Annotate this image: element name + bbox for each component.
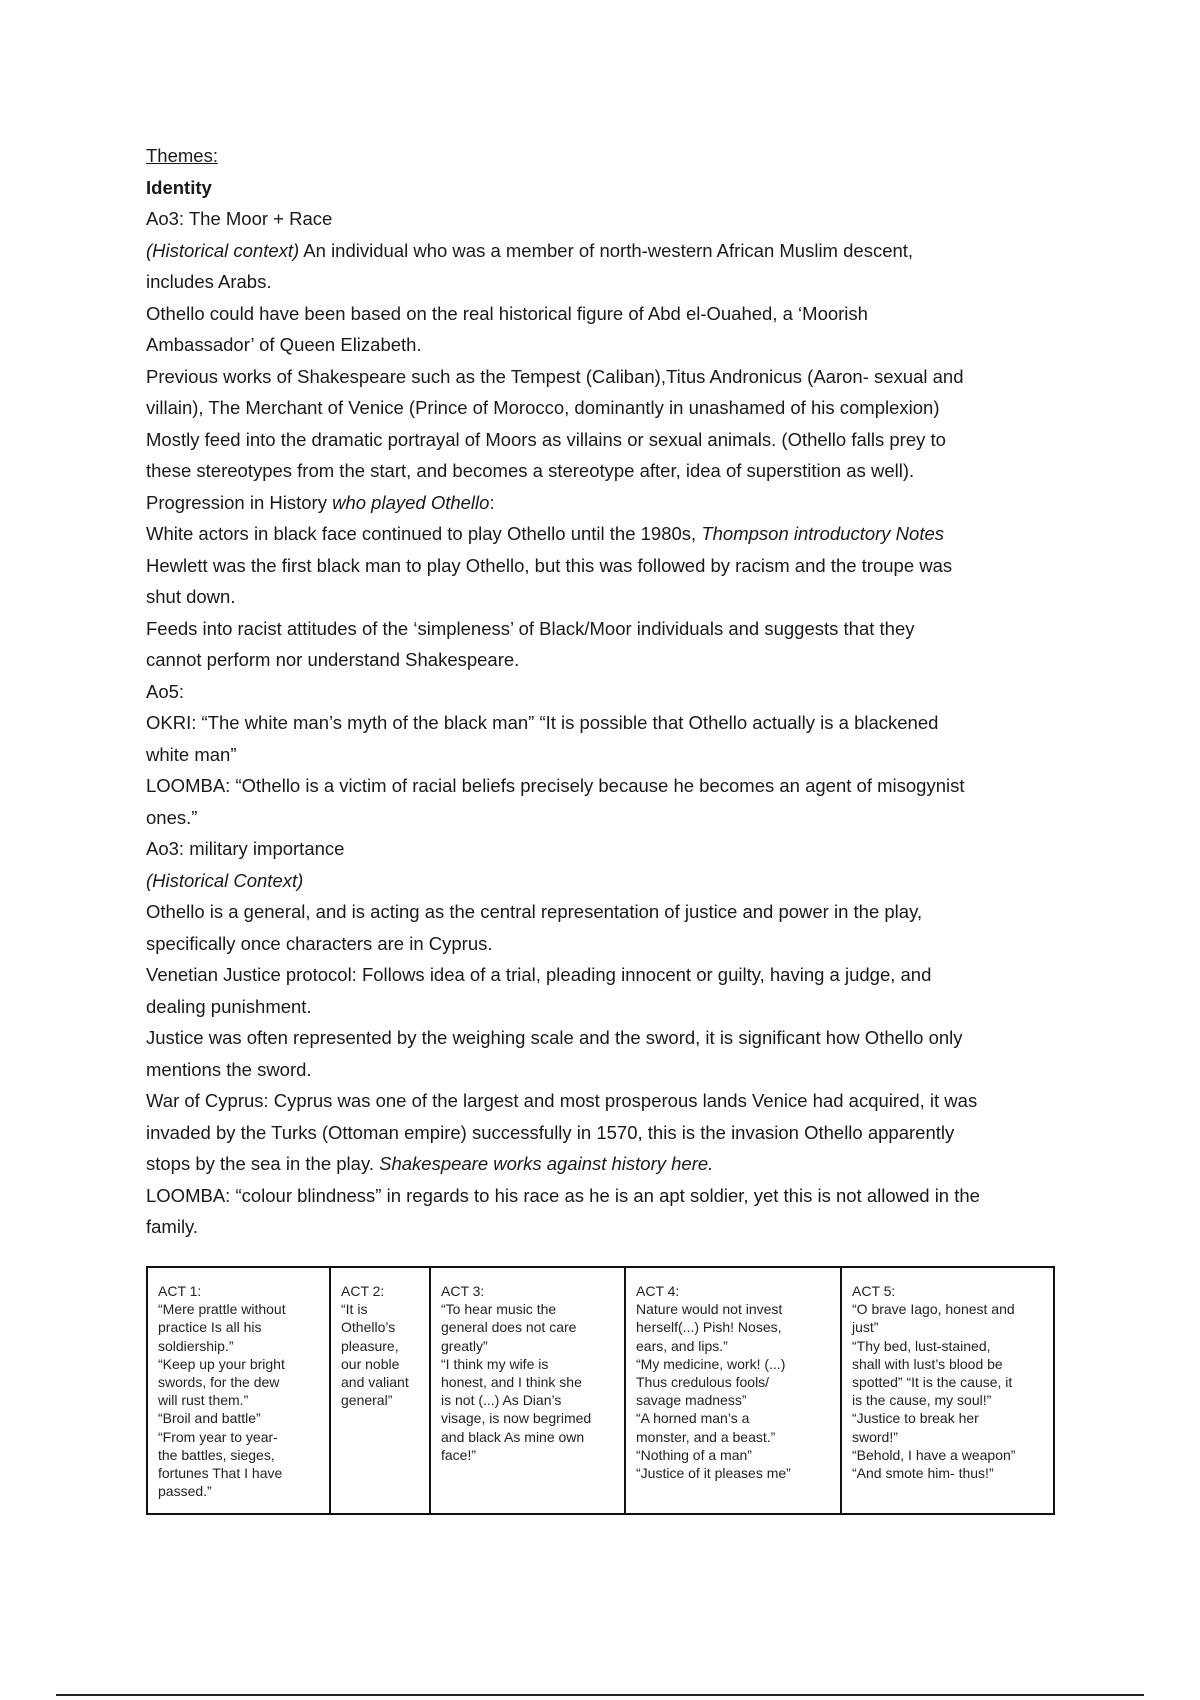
note-line [146, 865, 1066, 897]
note-line [146, 1085, 1066, 1117]
act-quote-line: and black As mine own [441, 1428, 585, 1445]
note-text: white man” [146, 743, 237, 765]
act-quote-line: passed.” [158, 1483, 212, 1500]
act-quote-line: “My medicine, work! (...) [636, 1355, 786, 1372]
note-line [146, 581, 1066, 613]
note-line [146, 329, 1066, 361]
act-quote-line: “Behold, I have a weapon” [852, 1446, 1016, 1463]
note-line [146, 770, 1066, 802]
note-text: villain), The Merchant of Venice (Prince of Morocco, dominantly in unashamed of his complexion) [146, 397, 940, 418]
note-text: Previous works of Shakespeare such as the Tempest (Caliban),Titus Andronicus (Aaron- sexual and [146, 365, 964, 387]
note-text: War of Cyprus: Cyprus was one of the largest and most prosperous lands Venice had acquired, it was [146, 1090, 978, 1111]
note-text: Identity [146, 176, 212, 198]
act-title: ACT 1: [158, 1283, 202, 1299]
act-quote-line: soldiership.” [158, 1337, 234, 1354]
note-line [146, 455, 1066, 487]
note-line [146, 487, 1066, 519]
note-text: cannot perform nor understand Shakespeare. [146, 649, 520, 670]
note-text: specifically once characters are in Cyprus. [146, 932, 493, 954]
note-line [146, 833, 1066, 865]
note-line [146, 1180, 1066, 1212]
act-cell-2 [330, 1267, 430, 1514]
act-quote-line: visage, is now begrimed [441, 1410, 592, 1427]
act-quote-line: “Justice of it pleases me” [636, 1465, 791, 1482]
note-line [146, 1117, 1066, 1149]
act-quote-line: our noble [341, 1355, 400, 1372]
act-quote-line: is the cause, my soul!” [852, 1392, 992, 1409]
act-quote-line: “A horned man’s a [636, 1410, 750, 1427]
note-line [146, 140, 1066, 172]
act-quote-line: pleasure, [341, 1337, 399, 1354]
note-italic-text: (Historical context) [146, 239, 300, 261]
act-quote-line: monster, and a beast.” [636, 1428, 776, 1445]
note-text: family. [146, 1216, 199, 1237]
act-quote-line: sword!” [852, 1428, 898, 1445]
note-line [146, 707, 1066, 739]
act-quote-line: “It is [341, 1301, 368, 1318]
note-line [146, 676, 1066, 708]
note-text: White actors in black face continued to play Othello until the 1980s, [146, 523, 702, 544]
note-line [146, 1054, 1066, 1086]
act-quote-line: practice Is all his [158, 1319, 262, 1336]
note-line [146, 298, 1066, 330]
note-text: includes Arabs. [146, 271, 272, 292]
note-text: : [489, 491, 495, 513]
note-text: Ao3: military importance [146, 838, 345, 859]
note-text: Feeds into racist attitudes of the ‘simpleness’ of Black/Moor individuals and suggests that they [146, 617, 915, 639]
act-quote-line: “Mere prattle without [158, 1301, 286, 1318]
note-text: Hewlett was the first black man to play Othello, but this was followed by racism and the troupe was [146, 554, 953, 576]
note-line [146, 266, 1066, 298]
act-cell-1 [147, 1267, 330, 1514]
note-line [146, 172, 1066, 204]
act-quote-line: “I think my wife is [441, 1355, 549, 1372]
act-quote-line: Othello’s [341, 1319, 396, 1336]
note-text: Ambassador’ of Queen Elizabeth. [146, 334, 422, 355]
act-quote-line: honest, and I think she [441, 1374, 582, 1391]
act-quote-line: “Broil and battle” [158, 1410, 261, 1427]
note-line [146, 518, 1066, 550]
acts-quotes-table [146, 1266, 1055, 1515]
act-cell-4 [625, 1267, 841, 1514]
note-line [146, 739, 1066, 771]
note-line [146, 928, 1066, 960]
act-quote-line: “To hear music the [441, 1301, 557, 1318]
note-text: these stereotypes from the start, and becomes a stereotype after, idea of superstition as well). [146, 460, 915, 481]
act-quote-line: just” [852, 1319, 879, 1336]
act-quote-line: “O brave Iago, honest and [852, 1301, 1015, 1318]
note-line [146, 613, 1066, 645]
note-italic-text: Thompson introductory Notes [701, 523, 944, 544]
act-quote-line: “Justice to break her [852, 1410, 979, 1427]
note-line [146, 203, 1066, 235]
note-line [146, 1148, 1066, 1180]
act-quote-line: “Keep up your bright [158, 1355, 285, 1372]
note-text: ones.” [146, 806, 198, 828]
note-italic-text: Shakespeare works against history here. [379, 1153, 714, 1174]
act-quote-line: the battles, sieges, [158, 1446, 275, 1463]
act-title: ACT 4: [636, 1283, 680, 1299]
note-text: Othello could have been based on the real historical figure of Abd el-Ouahed, a ‘Moorish [146, 302, 868, 324]
note-line [146, 550, 1066, 582]
note-text: Themes: [146, 145, 218, 166]
act-quote-line: greatly” [441, 1337, 488, 1354]
note-italic-text: (Historical Context) [146, 869, 304, 891]
note-line [146, 896, 1066, 928]
note-line [146, 1022, 1066, 1054]
act-quote-line: “Nothing of a man” [636, 1446, 752, 1463]
note-text: An individual who was a member of north-western African Muslim descent, [299, 239, 914, 261]
act-quote-line: general” [341, 1392, 393, 1409]
act-quote-line: “Thy bed, lust-stained, [852, 1337, 991, 1354]
act-quote-line: Nature would not invest [636, 1301, 783, 1318]
note-text: LOOMBA: “colour blindness” in regards to his race as he is an apt soldier, yet this is not allowed in the [146, 1184, 980, 1206]
act-quote-line: face!” [441, 1446, 477, 1463]
note-text: Ao5: [146, 680, 185, 702]
act-title: ACT 3: [441, 1283, 485, 1299]
act-quote-line: herself(...) Pish! Noses, [636, 1319, 782, 1336]
note-line [146, 424, 1066, 456]
note-line [146, 235, 1066, 267]
note-text: Progression in History [146, 491, 333, 513]
note-text: mentions the sword. [146, 1058, 312, 1080]
act-cell-5 [841, 1267, 1054, 1514]
note-line [146, 361, 1066, 393]
note-line [146, 392, 1066, 424]
act-cell-3 [430, 1267, 625, 1514]
note-italic-text: who played Othello [332, 491, 490, 513]
page-bottom-rule [56, 1694, 1144, 1696]
note-line [146, 959, 1066, 991]
note-text: invaded by the Turks (Ottoman empire) successfully in 1570, this is the invasion Othello apparently [146, 1121, 955, 1143]
note-line [146, 1211, 1066, 1243]
note-text: Justice was often represented by the weighing scale and the sword, it is significant how Othello only [146, 1027, 963, 1048]
act-quote-line: “From year to year- [158, 1428, 278, 1445]
note-text: Othello is a general, and is acting as the central representation of justice and power in the play, [146, 901, 923, 922]
note-text: Mostly feed into the dramatic portrayal of Moors as villains or sexual animals. (Othello falls prey to [146, 428, 946, 450]
act-quote-line: will rust them.” [158, 1392, 249, 1409]
note-text: Venetian Justice protocol: Follows idea of a trial, pleading innocent or guilty, having a judge, and [146, 964, 932, 985]
act-quote-line: ears, and lips.” [636, 1337, 728, 1354]
note-text: dealing punishment. [146, 995, 312, 1017]
note-text: OKRI: “The white man’s myth of the black man” “It is possible that Othello actually is a blackened [146, 712, 939, 733]
act-quote-line: swords, for the dew [158, 1374, 280, 1391]
act-quote-line: spotted” “It is the cause, it [852, 1374, 1013, 1391]
act-quote-line: Thus credulous fools/ [636, 1374, 770, 1391]
act-quote-line: is not (...) As Dian’s [441, 1392, 562, 1409]
act-quote-line: and valiant [341, 1374, 409, 1391]
note-line [146, 802, 1066, 834]
note-line [146, 644, 1066, 676]
act-title: ACT 2: [341, 1283, 385, 1299]
note-line [146, 991, 1066, 1023]
act-title: ACT 5: [852, 1283, 896, 1299]
act-quote-line: shall with lust’s blood be [852, 1355, 1003, 1372]
act-quote-line: “And smote him- thus!” [852, 1465, 994, 1482]
notes-body [146, 140, 1066, 1243]
note-text: LOOMBA: “Othello is a victim of racial beliefs precisely because he becomes an agent of misogynist [146, 775, 965, 796]
act-quote-line: general does not care [441, 1319, 577, 1336]
table-row [147, 1267, 1054, 1514]
note-text: stops by the sea in the play. [146, 1153, 380, 1174]
note-text: shut down. [146, 586, 236, 607]
act-quote-line: savage madness” [636, 1392, 747, 1409]
act-quote-line: fortunes That I have [158, 1465, 283, 1482]
note-text: Ao3: The Moor + Race [146, 208, 333, 229]
